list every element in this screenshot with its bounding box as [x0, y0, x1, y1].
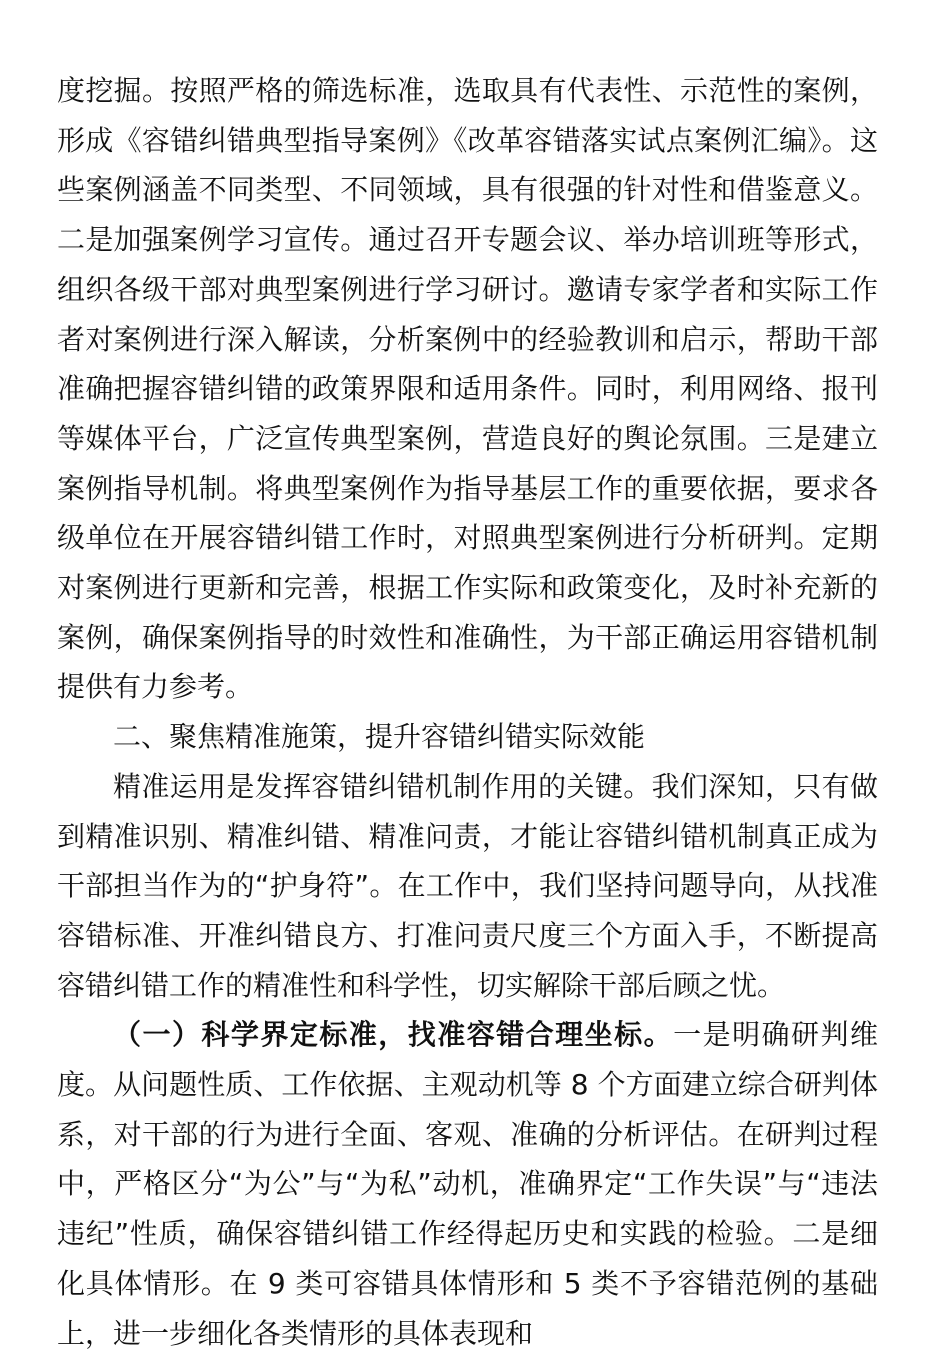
paragraph-case-guidance: 度挖掘。按照严格的筛选标准，选取具有代表性、示范性的案例，形成《容错纠错典型指导案例》《改革容错落实试点案例汇编》。这些案例涵盖不同类型、不同领域，具有很强的针对性和借鉴意义。二是加强案例学习宣传。通过召开专题会议、举办培训班等形式，组织各级干部对典型案例进行学习研讨。邀请专家学者和实际工作者对案例进行深入解读，分析案例中的经验教训和启示，帮助干部准确把握容错纠错的政策界限和适用条件。同时，利用网络、报刊等媒体平台，广泛宣传典型案例，营造良好的舆论氛围。三是建立案例指导机制。将典型案例作为指导基层工作的重要依据，要求各级单位在开展容错纠错工作时，对照典型案例进行分析研判。定期对案例进行更新和完善，根据工作实际和政策变化，及时补充新的案例，确保案例指导的时效性和准确性，为干部正确运用容错机制提供有力参考。	[57, 74, 878, 704]
document-body	[57, 66, 878, 1358]
subsection-heading: （一）科学界定标准，找准容错合理坐标。	[113, 1018, 674, 1052]
paragraph-standards-text: 一是明确研判维度。从问题性质、工作依据、主观动机等 8 个方面建立综合研判体系，对干部的行为进行全面、客观、准确的分析评估。在研判过程中，严格区分“为公”与“为私”动机，准确界定“工作失误”与“违法违纪”性质，确保容错纠错工作经得起历史和实践的检验。二是细化具体情形。在 9 类可容错具体情形和 5 类不予容错范例的基础上，进一步细化各类情形的具体表现和	[57, 1018, 878, 1350]
section-heading: 二、聚焦精准施策，提升容错纠错实际效能	[113, 720, 646, 754]
paragraph-standards	[57, 1010, 878, 1358]
paragraph-precise-application: 精准运用是发挥容错纠错机制作用的关键。我们深知，只有做到精准识别、精准纠错、精准问责，才能让容错纠错机制真正成为干部担当作为的“护身符”。在工作中，我们坚持问题导向，从找准容错标准、开准纠错良方、打准问责尺度三个方面入手，不断提高容错纠错工作的精准性和科学性，切实解除干部后顾之忧。	[57, 769, 878, 1002]
